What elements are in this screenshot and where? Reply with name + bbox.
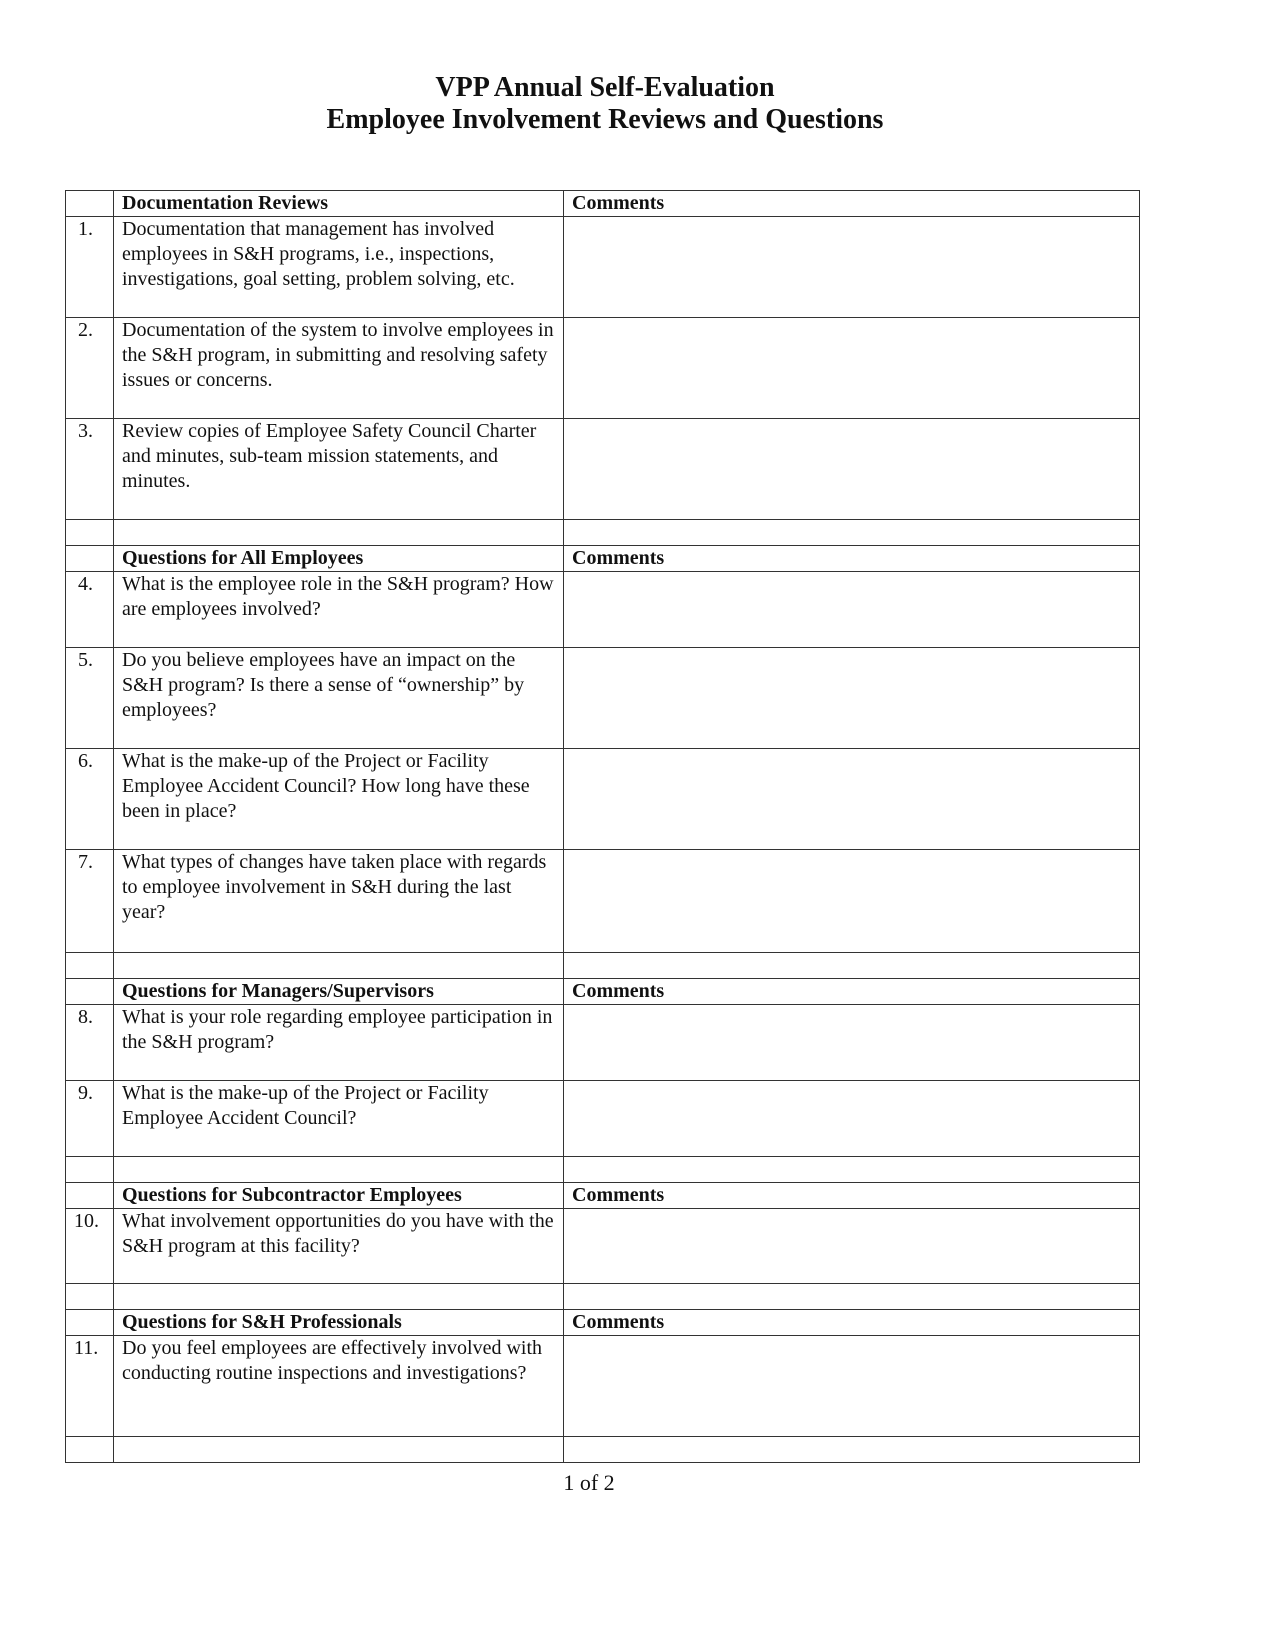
item-text: What involvement opportunities do you have with the S&H program at this facility? bbox=[114, 1209, 564, 1284]
blank-cell bbox=[66, 520, 114, 546]
item-text: Documentation that management has involved employees in S&H programs, i.e., inspections, investigations, goal setting, problem solving, etc. bbox=[114, 217, 564, 318]
blank-cell bbox=[114, 1284, 564, 1310]
item-number: 6. bbox=[66, 749, 114, 850]
question-row bbox=[66, 1336, 1140, 1437]
blank-cell bbox=[66, 546, 114, 572]
spacer-row bbox=[66, 953, 1140, 979]
section-header-row bbox=[66, 979, 1140, 1005]
spacer-row bbox=[66, 1284, 1140, 1310]
blank-cell bbox=[66, 953, 114, 979]
item-text: Documentation of the system to involve employees in the S&H program, in submitting and resolving safety issues or concerns. bbox=[114, 318, 564, 419]
section-heading: Documentation Reviews bbox=[114, 191, 564, 217]
item-number: 1. bbox=[66, 217, 114, 318]
spacer-row bbox=[66, 1437, 1140, 1463]
item-text: Review copies of Employee Safety Council Charter and minutes, sub-team mission statements, and minutes. bbox=[114, 419, 564, 520]
comment-cell[interactable] bbox=[564, 1081, 1140, 1157]
section-header-row bbox=[66, 1183, 1140, 1209]
section-heading: Questions for All Employees bbox=[114, 546, 564, 572]
blank-cell bbox=[114, 1437, 564, 1463]
comment-cell[interactable] bbox=[564, 318, 1140, 419]
question-row bbox=[66, 648, 1140, 749]
blank-cell bbox=[564, 1437, 1140, 1463]
question-row bbox=[66, 572, 1140, 648]
item-number: 3. bbox=[66, 419, 114, 520]
comments-heading: Comments bbox=[564, 1183, 1140, 1209]
comments-heading: Comments bbox=[564, 546, 1140, 572]
item-number: 5. bbox=[66, 648, 114, 749]
blank-cell bbox=[114, 1157, 564, 1183]
item-text: What is the employee role in the S&H program? How are employees involved? bbox=[114, 572, 564, 648]
question-row bbox=[66, 318, 1140, 419]
comment-cell[interactable] bbox=[564, 1005, 1140, 1081]
item-text: What types of changes have taken place with regards to employee involvement in S&H during the last year? bbox=[114, 850, 564, 953]
section-heading: Questions for Subcontractor Employees bbox=[114, 1183, 564, 1209]
comment-cell[interactable] bbox=[564, 850, 1140, 953]
blank-cell bbox=[564, 1157, 1140, 1183]
question-row bbox=[66, 217, 1140, 318]
item-text: What is the make-up of the Project or Facility Employee Accident Council? How long have these been in place? bbox=[114, 749, 564, 850]
item-number: 9. bbox=[66, 1081, 114, 1157]
comment-cell[interactable] bbox=[564, 1336, 1140, 1437]
section-header-row bbox=[66, 546, 1140, 572]
section-header-row bbox=[66, 191, 1140, 217]
item-number: 8. bbox=[66, 1005, 114, 1081]
comments-heading: Comments bbox=[564, 979, 1140, 1005]
blank-cell bbox=[66, 979, 114, 1005]
item-number: 11. bbox=[66, 1336, 114, 1437]
document-subtitle: Employee Involvement Reviews and Questions bbox=[326, 104, 884, 135]
comment-cell[interactable] bbox=[564, 217, 1140, 318]
question-row bbox=[66, 850, 1140, 953]
blank-cell bbox=[114, 520, 564, 546]
item-number: 2. bbox=[66, 318, 114, 419]
page-number: 1 of 2 bbox=[563, 1470, 615, 1495]
blank-cell bbox=[564, 953, 1140, 979]
blank-cell bbox=[66, 1437, 114, 1463]
question-row bbox=[66, 1081, 1140, 1157]
blank-cell bbox=[66, 1183, 114, 1209]
blank-cell bbox=[66, 1284, 114, 1310]
blank-cell bbox=[564, 1284, 1140, 1310]
blank-cell bbox=[114, 953, 564, 979]
section-heading: Questions for S&H Professionals bbox=[114, 1310, 564, 1336]
comments-heading: Comments bbox=[564, 191, 1140, 217]
spacer-row bbox=[66, 1157, 1140, 1183]
item-text: Do you feel employees are effectively involved with conducting routine inspections and investigations? bbox=[114, 1336, 564, 1437]
comment-cell[interactable] bbox=[564, 1209, 1140, 1284]
section-heading: Questions for Managers/Supervisors bbox=[114, 979, 564, 1005]
comments-heading: Comments bbox=[564, 1310, 1140, 1336]
spacer-row bbox=[66, 520, 1140, 546]
blank-cell bbox=[66, 1157, 114, 1183]
comment-cell[interactable] bbox=[564, 749, 1140, 850]
question-row bbox=[66, 419, 1140, 520]
item-text: Do you believe employees have an impact on the S&H program? Is there a sense of “ownership” by employees? bbox=[114, 648, 564, 749]
item-text: What is your role regarding employee participation in the S&H program? bbox=[114, 1005, 564, 1081]
question-row bbox=[66, 749, 1140, 850]
blank-cell bbox=[564, 520, 1140, 546]
evaluation-table bbox=[65, 190, 1140, 1463]
comment-cell[interactable] bbox=[564, 572, 1140, 648]
item-number: 7. bbox=[66, 850, 114, 953]
comment-cell[interactable] bbox=[564, 419, 1140, 520]
question-row bbox=[66, 1005, 1140, 1081]
blank-cell bbox=[66, 191, 114, 217]
blank-cell bbox=[66, 1310, 114, 1336]
item-text: What is the make-up of the Project or Facility Employee Accident Council? bbox=[114, 1081, 564, 1157]
question-row bbox=[66, 1209, 1140, 1284]
comment-cell[interactable] bbox=[564, 648, 1140, 749]
document-title: VPP Annual Self-Evaluation bbox=[435, 72, 775, 103]
section-header-row bbox=[66, 1310, 1140, 1336]
item-number: 10. bbox=[66, 1209, 114, 1284]
item-number: 4. bbox=[66, 572, 114, 648]
